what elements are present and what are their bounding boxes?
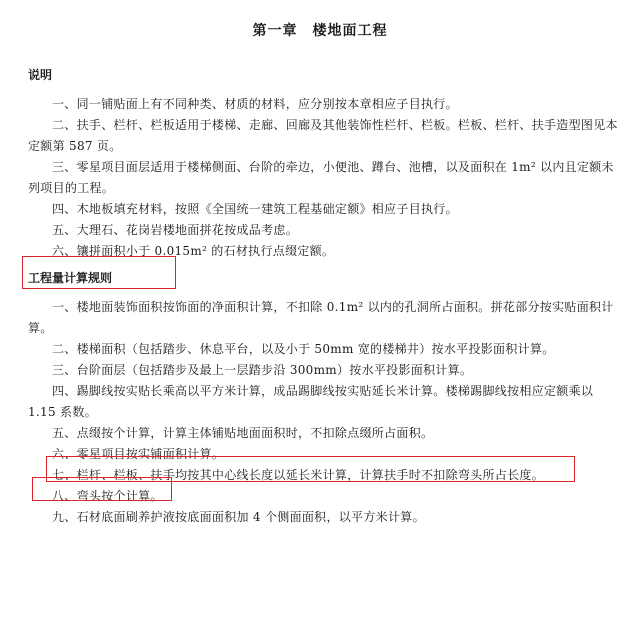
rule-paragraph-2: 二、楼梯面积（包括踏步、休息平台，以及小于 50mm 宽的楼梯井）按水平投影面积计算。 (52, 342, 555, 356)
chapter-title: 第一章 楼地面工程 (252, 23, 388, 39)
note-paragraph-3: 三、零星项目面层适用于楼梯侧面、台阶的牵边，小便池、蹲台、池槽，以及面积在 1m² 以内且定额未列项目的工程。 (28, 160, 614, 195)
note-paragraph-2: 二、扶手、栏杆、栏板适用于楼梯、走廊、回廊及其他装饰性栏杆、栏板。栏板、栏杆、扶手造型图见本定额第 587 页。 (28, 118, 618, 153)
section-heading-rules: 工程量计算规则 (28, 271, 113, 285)
rule-paragraph-3: 三、台阶面层（包括踏步及最上一层踏步沿 300mm）按水平投影面积计算。 (52, 363, 473, 377)
note-paragraph-4: 四、木地板填充材料，按照《全国统一建筑工程基础定额》相应子目执行。 (52, 202, 458, 216)
note-paragraph-5: 五、大理石、花岗岩楼地面拼花按成品考虑。 (52, 223, 299, 237)
rule-paragraph-9: 九、石材底面刷养护液按底面面积加 4 个侧面面积，以平方米计算。 (52, 510, 425, 524)
rule-paragraph-5: 五、点缀按个计算，计算主体铺贴地面面积时，不扣除点缀所占面积。 (52, 426, 434, 440)
rule-paragraph-7: 七、栏杆、栏板、扶手均按其中心线长度以延长米计算，计算扶手时不扣除弯头所占长度。 (52, 468, 545, 482)
rule-paragraph-4: 四、踢脚线按实贴长乘高以平方米计算，成品踢脚线按实贴延长米计算。楼梯踢脚线按相应定额乘以 1.15 系数。 (28, 384, 594, 419)
note-paragraph-1: 一、同一铺贴面上有不同种类、材质的材料，应分别按本章相应子目执行。 (52, 97, 458, 111)
rule-paragraph-1: 一、楼地面装饰面积按饰面的净面积计算，不扣除 0.1m² 以内的孔洞所占面积。拼花部分按实贴面积计算。 (28, 300, 614, 335)
section-heading-notes: 说明 (28, 68, 53, 82)
rule-paragraph-6: 六、零星项目按实铺面积计算。 (52, 447, 225, 461)
note-paragraph-6: 六、镶拼面积小于 0.015m² 的石材执行点缀定额。 (52, 244, 335, 258)
rule-paragraph-8: 八、弯头按个计算。 (52, 489, 163, 503)
